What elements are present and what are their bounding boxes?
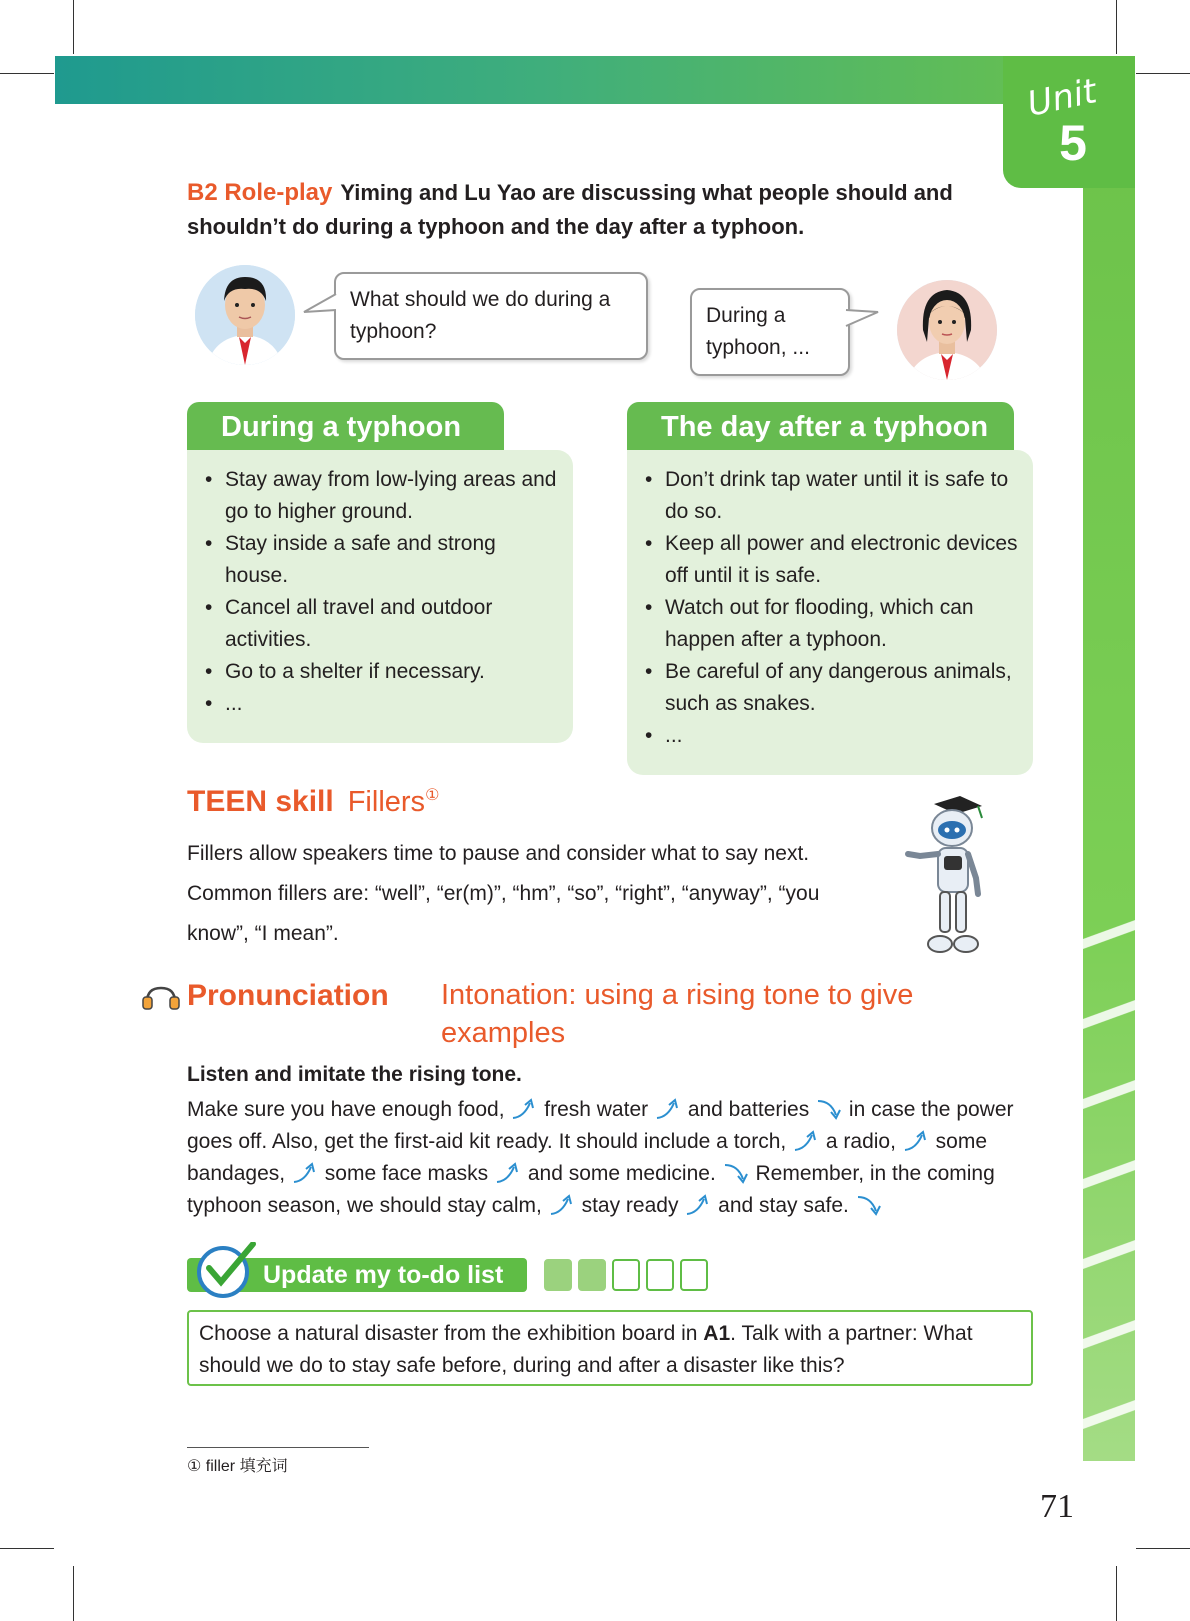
list-item: • Watch out for flooding, which can happen after a typhoon. <box>665 592 1023 656</box>
after-list <box>627 450 1033 766</box>
list-item: • Stay away from low-lying areas and go to higher ground. <box>225 464 563 528</box>
side-stripe <box>1083 104 1135 1461</box>
teen-skill-heading <box>187 785 439 819</box>
pronunciation-instruction: Listen and imitate the rising tone. <box>187 1063 522 1086</box>
teen-skill-subtitle: Fillers <box>347 786 426 818</box>
passage-segment: and batteries <box>687 1098 810 1121</box>
rising-arrow-icon <box>684 1193 712 1217</box>
passage-segment: Make sure you have enough food, <box>187 1098 505 1121</box>
bubble-tail <box>302 292 338 316</box>
list-item: • Stay inside a safe and strong house. <box>225 528 563 592</box>
crop-mark <box>73 0 74 54</box>
page-number: 71 <box>1040 1488 1074 1525</box>
rising-arrow-icon <box>510 1097 538 1121</box>
progress-square <box>680 1259 708 1291</box>
footnote: ① filler 填充词 <box>187 1458 288 1475</box>
rising-arrow-icon <box>291 1161 319 1185</box>
falling-arrow-icon <box>722 1161 750 1185</box>
todo-task <box>187 1310 1033 1386</box>
b2-text: Yiming and Lu Yao are discussing what people should and shouldn’t do during a typhoon and the day after a typhoon. <box>187 180 953 239</box>
pronunciation-subtitle: Intonation: using a rising tone to give examples <box>441 979 914 1049</box>
passage-segment: and stay safe. <box>718 1194 849 1217</box>
list-item: • ... <box>225 688 563 720</box>
rising-arrow-icon <box>654 1097 682 1121</box>
during-box-title: During a typhoon <box>187 402 504 450</box>
boy-speech-bubble: What should we do during a typhoon? <box>334 272 648 360</box>
falling-arrow-icon <box>855 1193 883 1217</box>
crop-mark <box>1136 73 1190 74</box>
check-icon <box>197 1246 249 1298</box>
unit-tab <box>1003 56 1135 188</box>
progress-square <box>612 1259 640 1291</box>
crop-mark <box>1116 0 1117 54</box>
footnote-divider <box>187 1447 369 1448</box>
passage-segment: Remember, in the coming typhoon season, we should stay calm, <box>187 1162 995 1217</box>
rising-arrow-icon <box>494 1161 522 1185</box>
crop-mark <box>73 1566 74 1621</box>
teen-skill-text: Fillers allow speakers time to pause and consider what to say next. Common fillers are: “well”, “er(m)”, “hm”, “so”, “right”, “anyway”, “you know”, “I mean”. <box>187 842 820 945</box>
todo-text: . Talk with a partner: What should we do to stay safe before, during and after a disaster like this? <box>199 1322 973 1377</box>
progress-square <box>646 1259 674 1291</box>
crop-mark <box>0 1548 54 1549</box>
passage-segment: a radio, <box>825 1130 896 1153</box>
rising-arrow-icon <box>792 1129 820 1153</box>
passage-segment: and some medicine. <box>527 1162 716 1185</box>
crop-mark <box>1116 1566 1117 1621</box>
todo-title: Update my to-do list <box>187 1258 527 1292</box>
passage-segment: fresh water <box>544 1098 649 1121</box>
during-box <box>187 450 573 743</box>
passage-segment: some face masks <box>324 1162 489 1185</box>
todo-reference: A1 <box>703 1322 731 1345</box>
unit-label: Unit <box>1023 71 1101 125</box>
girl-avatar <box>897 280 997 380</box>
b2-label: B2 Role-play <box>187 179 333 206</box>
list-item: • Cancel all travel and outdoor activities. <box>225 592 563 656</box>
list-item: • ... <box>665 720 1023 752</box>
list-item: • Keep all power and electronic devices off until it is safe. <box>665 528 1023 592</box>
falling-arrow-icon <box>815 1097 843 1121</box>
during-list <box>187 450 573 734</box>
rising-arrow-icon <box>902 1129 930 1153</box>
boy-avatar <box>195 265 295 365</box>
list-item: • Don’t drink tap water until it is safe to do so. <box>665 464 1023 528</box>
list-item: • Go to a shelter if necessary. <box>225 656 563 688</box>
passage-segment: some bandages, <box>187 1130 987 1185</box>
rising-arrow-icon <box>548 1193 576 1217</box>
footnote-marker: ① <box>425 787 440 804</box>
list-item: • Be careful of any dangerous animals, such as snakes. <box>665 656 1023 720</box>
robot-illustration <box>890 794 1000 964</box>
passage-segment: stay ready <box>581 1194 679 1217</box>
unit-number: 5 <box>1059 115 1087 171</box>
bubble-tail <box>844 306 880 330</box>
passage-segment: in case the power goes off. Also, get the first-aid kit ready. It should include a torch, <box>187 1098 1014 1153</box>
progress-square <box>544 1259 572 1291</box>
teen-skill-title: TEEN skill <box>187 785 334 818</box>
pronunciation-passage <box>187 1094 1037 1222</box>
after-box <box>627 450 1033 775</box>
b2-heading <box>187 176 987 244</box>
crop-mark <box>1136 1548 1190 1549</box>
todo-text: Choose a natural disaster from the exhibition board in <box>199 1322 704 1345</box>
girl-speech-bubble: During a typhoon, ... <box>690 288 850 376</box>
progress-square <box>578 1259 606 1291</box>
top-banner <box>55 56 1135 104</box>
pronunciation-title: Pronunciation <box>187 979 389 1012</box>
crop-mark <box>0 73 54 74</box>
headphones-icon <box>141 984 181 1015</box>
after-box-title: The day after a typhoon <box>627 402 1014 450</box>
